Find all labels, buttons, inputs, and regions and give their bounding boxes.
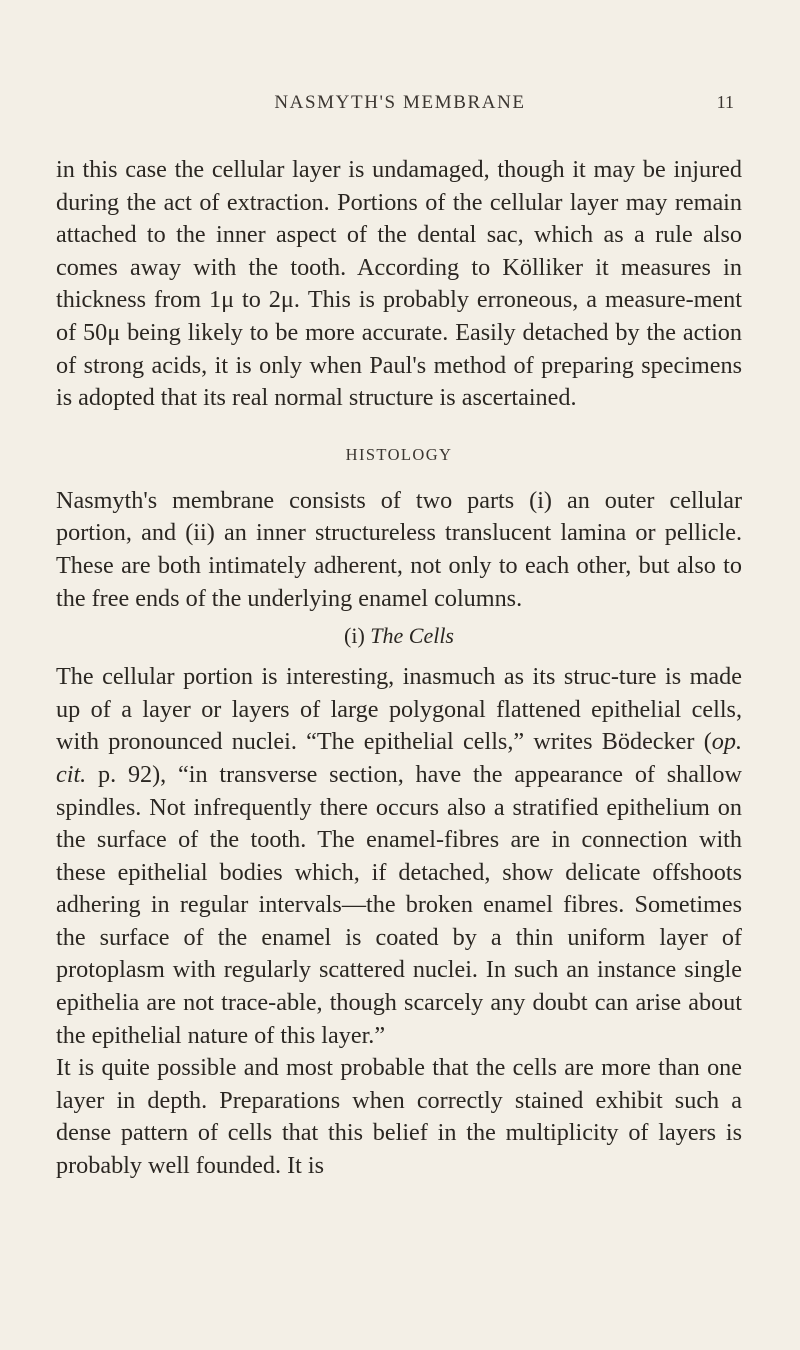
section-heading-histology: HISTOLOGY: [345, 444, 453, 464]
running-head: [0, 92, 800, 122]
paragraph-cells: [56, 661, 742, 1052]
text-block: [56, 154, 742, 1183]
running-title: NASMYTH'S MEMBRANE: [274, 92, 526, 113]
citation-op-cit: op. cit.: [56, 728, 742, 788]
paragraph-continuation: in this case the cellular layer is undamaged, though it may be injured during the act of extraction. Portions of the cellular layer may remain attached to the inner aspect of the dental sac, which as a rule also comes away with the tooth. According to Kölliker it measures in thickness from 1μ to 2μ. This is probably erroneous, a measure-ment of 50μ being likely to be more accurate. Easily detached by the action of strong acids, it is only when Paul's method of preparing specimens is adopted that its real normal structure is ascertained.: [56, 156, 742, 412]
paragraph-cells-text-2: p. 92), “in transverse section, have the appearance of shallow spindles. Not infrequently there occurs also a stratified epithelium on the surface of the tooth. The enamel-fibres are in connection with these epithelial bodies which, if detached, show delicate offshoots adhering in regular intervals—the broken enamel fibres. Sometimes the surface of the enamel is coated by a thin uniform layer of protoplasm with regularly scattered nuclei. In such an instance single epithelia are not trace-able, though scarcely any doubt can arise about the epithelial nature of this layer.”: [56, 760, 742, 1049]
subheading-the-cells: [56, 623, 742, 649]
paragraph-histology-intro: Nasmyth's membrane consists of two parts (i) an outer cellular portion, and (ii) an inner structureless translucent lamina or pellicle. These are both intimately adherent, not only to each other, but also to the free ends of the underlying enamel columns.: [56, 486, 742, 612]
page-number: 11: [716, 92, 734, 112]
subheading-title: The Cells: [370, 623, 454, 649]
paragraph-layers: It is quite possible and most probable that the cells are more than one layer in depth. Preparations when correctly stained exhibit such a dense pattern of cells that this belief in the multiplicity of layers is probably well founded. It is: [56, 1054, 742, 1180]
paragraph-cells-text-1: The cellular portion is interesting, inasmuch as its struc-ture is made up of a layer or layers of large polygonal flattened epithelial cells, with pronounced nuclei. “The epithelial cells,” writes Bödecker (: [56, 663, 742, 756]
subheading-number: (i): [344, 623, 365, 649]
